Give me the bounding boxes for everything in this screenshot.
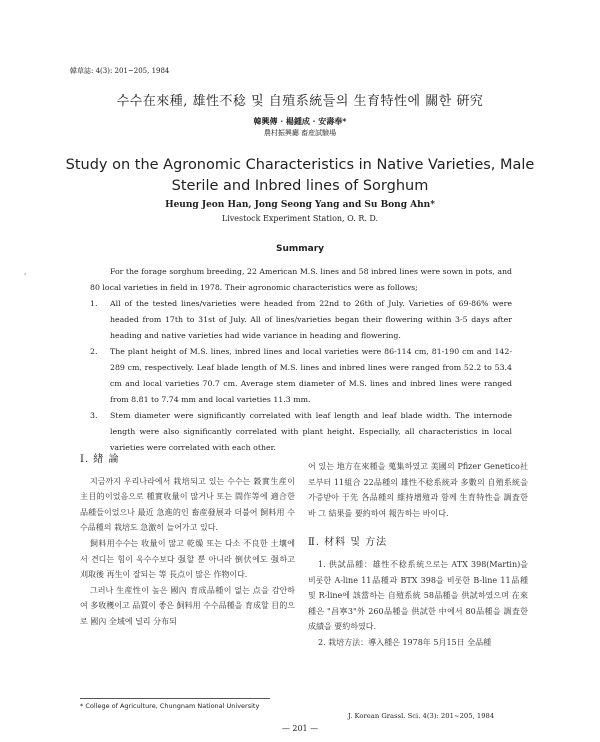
summary-item	[90, 408, 512, 456]
english-authors: Heung Jeon Han, Jong Seong Yang and Su Bong Ahn*	[165, 200, 435, 210]
section1-heading: Ⅰ. 緖 論	[80, 454, 120, 465]
footnote-divider	[80, 698, 270, 699]
footnote: * College of Agriculture, Chungnam National University	[80, 702, 260, 710]
english-affiliation: Livestock Experiment Station, O. R. D.	[221, 214, 379, 223]
korean-authors: 韓興傳 · 楊鍾成 · 安壽奉*	[253, 116, 347, 126]
journal-citation-top: 韓草誌: 4(3): 201~205, 1984	[70, 67, 170, 75]
korean-affiliation: 農村振興廳 畜産試驗場	[263, 129, 337, 137]
summary-item-text: Stem diameter were significantly correlated with leaf length and leaf blade width. The internode length were also significantly correlated with plant height. Especially, all characteristics in local varieties were correlated with each other.	[110, 411, 512, 452]
summary-item-number: 2.	[90, 347, 98, 356]
summary-item	[90, 296, 512, 344]
summary-list	[90, 296, 512, 456]
right-column	[308, 459, 528, 651]
intro-paragraph: 그러나 生産性이 높은 國內 育成品種이 없는 点을 감안하여 多收穫이고 品質이 좋은 飼料用 수수品種을 育成할 目的으로 國內 全域에 널리 分布되	[80, 585, 295, 626]
summary-item-number: 1.	[90, 299, 98, 308]
intro-paragraph: 지금까지 우리나라에서 栽培되고 있는 수수는 穀實生産이 主目的이었음으로 種實收量이 많거나 또는 間作等에 適合한 品種들이었으나 最近 急進的인 畜産發展과 더불어 飼料用 수수品種의 栽培도 急激히 늘어가고 있다.	[80, 476, 295, 533]
english-title-line2: Sterile and Inbred lines of Sorghum	[171, 178, 429, 194]
intro-paragraph-continued: 어 있는 地方在來種을 蒐集하였고 美國의 Pfizer Genetico社로부터 11組合 22品種의 雄性不稔系統과 多數의 自殖系統을 가증받아 于先 各品種의 維持增殖과 함께 生育特性을 調査한바 그 結果를 要約하여 報告하는 바이다.	[308, 462, 528, 518]
intro-paragraph: 飼料用수수는 收量이 많고 乾燥 또는 다소 不良한 土壤에서 견디는 힘이 옥수수보다 强할 뿐 아니라 倒伏에도 强하고 刈取後 再生이 잘되는 等 長点이 많은 作物이다.	[80, 538, 295, 580]
summary-heading: Summary	[275, 244, 325, 254]
page-number: — 201 —	[281, 724, 319, 733]
summary-intro: For the forage sorghum breeding, 22 American M.S. lines and 58 inbred lines were sown in pots, and 80 local varieties in field in 1978. Their agronomic characteristics were as follows;	[90, 267, 512, 292]
methods-paragraph: 2. 栽培方法：導入種은 1978年 5月15日 全品種	[318, 637, 492, 647]
left-column	[80, 452, 295, 630]
summary-item-text: All of the tested lines/varieties were headed from 22nd to 26th of July. Varieties of 69-86% were headed from 17th to 31st of July. All of lines/varieties began their flowering within 3-5 days after heading and native varieties had wide variance in heading and flowering.	[110, 299, 512, 340]
korean-title: 수수在來種, 雄性不稔 및 自殖系統들의 生育特性에 關한 硏究	[116, 94, 484, 109]
summary-item-number: 3.	[90, 411, 98, 420]
summary-item	[90, 344, 512, 408]
summary-body	[90, 264, 512, 456]
journal-citation-bottom: J. Korean Grassl. Sci. 4(3): 201~205, 1984	[348, 712, 495, 720]
margin-mark: ‹	[24, 271, 27, 278]
section2-heading: Ⅱ. 材料 및 方法	[308, 537, 388, 549]
materials-paragraph: 1. 供試品種：雄性不稔系統으로는 ATX 398(Martin)을 비롯한 A-line 11品種과 BTX 398을 비롯한 B-line 11品種 및 R-line에 該當하는 自殖系統 58品種을 供試하였으며 在來種은 "昌寧3"外 260品種을 供試한 中에서 80品種을 調査한 成績을 要約하였다.	[308, 559, 528, 632]
english-title-line1: Study on the Agronomic Characteristics in Native Varieties, Male	[65, 157, 535, 173]
english-title	[0, 155, 600, 197]
summary-item-text: The plant height of M.S. lines, inbred lines and local varieties were 86-114 cm, 81-190 cm and 142-289 cm, respectively. Leaf blade length of M.S. lines and inbred lines were ranged from 52.2 to 53.4 cm and local varieties 70.7 cm. Average stem diameter of M.S. lines and inbred lines were ranged from 8.81 to 7.74 mm and local varieties 11.3 mm.	[110, 347, 512, 404]
